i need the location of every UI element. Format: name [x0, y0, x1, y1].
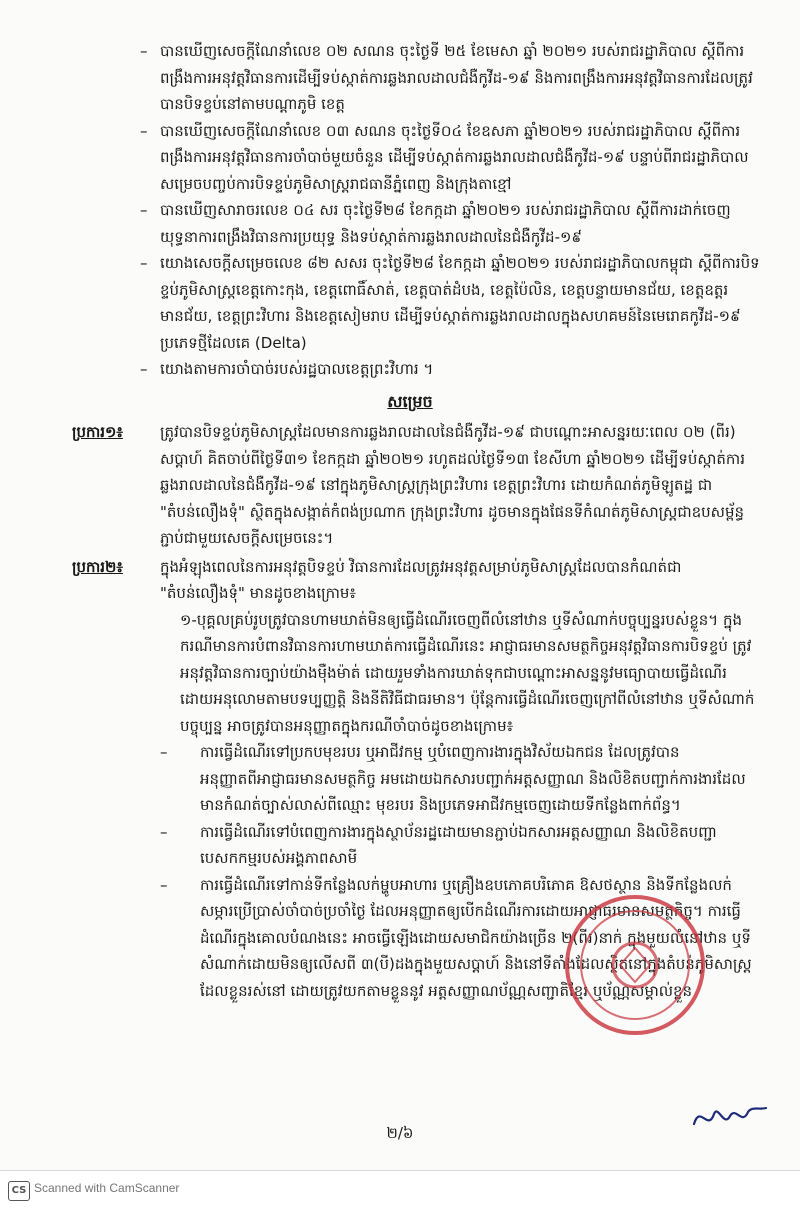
dash-marker: – [160, 875, 168, 894]
preamble-text: យោងសេចក្តីសម្រេចលេខ ៨២ សសរ ចុះថ្ងៃទី២៨ ខែកក្កដា ឆ្នាំ២០២១ របស់រាជរដ្ឋាភិបាលកម្ពុជា ស្តីពីការបិទខ្ទប់ភូមិសាស្ត្រខេត្តកោះកុង, ខេត្តពោធិ៍សាត់, ខេត្តបាត់ដំបង, ខេត្តប៉ៃលិន, ខេត្តបន្ទាយមានជ័យ, ខេត្តឧត្តរមានជ័យ, ខេត្តព្រះវិហារ និងខេត្តសៀមរាប ដើម្បីទប់ស្កាត់ការឆ្លងរាលដាលក្នុងសហគមន៍នៃមេរោគកូវីដ-១៩ ប្រភេទថ្មីដែលគេ (Delta) [160, 254, 760, 352]
article-2-dash-item [160, 819, 760, 872]
camscanner-logo: CS [8, 1181, 30, 1201]
dash-marker: – [160, 822, 168, 841]
article-2-intro: ក្នុងអំឡុងពេលនៃការអនុវត្តបិទខ្ទប់ វិធានការដែលត្រូវអនុវត្តសម្រាប់ភូមិសាស្ត្រដែលបានកំណត់ជា "តំបន់លឿងទុំ" មានដូចខាងក្រោម៖ [160, 557, 682, 602]
dash-marker: – [160, 743, 168, 761]
preamble-item [60, 250, 760, 356]
scanner-footer [0, 1170, 800, 1207]
preamble-text: បានឃើញសេចក្តីណែនាំលេខ ០៣ សណន ចុះថ្ងៃទី០៤ ខែឧសភា ឆ្នាំ២០២១ របស់រាជរដ្ឋាភិបាល ស្តីពីការពង្រឹងការអនុវត្តវិធានការចាំបាច់មួយចំនួន ដើម្បីទប់ស្កាត់ការឆ្លងរាលដាលជំងឺកូវីដ-១៩ បន្ទាប់ពីរាជរដ្ឋាភិបាលសម្រេចបញ្ចប់ការបិទខ្ទប់ភូមិសាស្ត្ររាជធានីភ្នំពេញ និងក្រុងតាខ្មៅ [160, 121, 749, 193]
page-number: ២/៦ [386, 1124, 414, 1142]
dash-marker: – [140, 360, 148, 378]
preamble-text: យោងតាមការចាំបាច់របស់រដ្ឋបាលខេត្តព្រះវិហារ ។ [160, 360, 434, 378]
scanner-watermark-text: Scanned with CamScanner [34, 1181, 180, 1195]
preamble-list [60, 38, 760, 383]
preamble-item [60, 38, 760, 118]
dash-item-text: ការធ្វើដំណើរទៅបំពេញការងារក្នុងស្ថាប័នរដ្ឋដោយមានភ្ជាប់ឯកសារអត្តសញ្ញាណ និងលិខិតបញ្ជាបេសកកម្មរបស់អង្គភាពសាមី [200, 822, 717, 867]
article-1 [60, 419, 760, 552]
article-1-text: ត្រូវបានបិទខ្ទប់ភូមិសាស្ត្រដែលមានការឆ្លងរាលដាលនៃជំងឺកូវីដ-១៩ ជាបណ្តោះអាសន្នរយៈពេល ០២ (ពីរ) សប្តាហ៍ គិតចាប់ពីថ្ងៃទី៣១ ខែកក្កដា ឆ្នាំ២០២១ រហូតដល់ថ្ងៃទី១៣ ខែសីហា ឆ្នាំ២០២១ ដើម្បីទប់ស្កាត់ការឆ្លងរាលដាលនៃជំងឺកូវីដ-១៩ នៅក្នុងភូមិសាស្ត្រក្រុងព្រះវិហារ ខេត្តព្រះវិហារ ដោយកំណត់ភូមិឡូតដ្ឋ ជា "តំបន់លឿងទុំ" ស្ថិតក្នុងសង្កាត់កំពង់ប្រណាក ក្រុងព្រះវិហារ ដូចមានក្នុងផែនទីកំណត់ភូមិសាស្ត្រជាឧបសម្ព័ន្ធភ្ជាប់ជាមួយសេចក្តីសម្រេចនេះ។ [160, 423, 745, 547]
preamble-item [60, 197, 760, 250]
dash-marker: – [140, 254, 148, 272]
dash-item-text: ការធ្វើដំណើរទៅប្រកបមុខរបរ ឬអាជីវកម្ម ឬបំពេញការងារក្នុងវិស័យឯកជន ដែលត្រូវបានអនុញ្ញាតពីអាជ្ញាធរមានសមត្ថកិច្ច អមដោយឯកសារបញ្ជាក់អត្តសញ្ញាណ និងលិខិតបញ្ជាក់ការងារដែលមានកំណត់ច្បាស់លាស់ពីឈ្មោះ មុខរបរ និងប្រភេទអាជីវកម្មចេញដោយទីកន្លែងពាក់ព័ន្ធ។ [200, 743, 746, 814]
dash-marker: – [140, 201, 148, 219]
article-2-heading: ប្រការ២៖ [72, 557, 123, 576]
official-stamp [560, 890, 710, 1040]
dash-marker: – [140, 121, 148, 140]
article-2-point-1: ១-បុគ្គលគ្រប់រូបត្រូវបានហាមឃាត់មិនឲ្យធ្វើដំណើរចេញពីលំនៅឋាន ឬទីសំណាក់បច្ចុប្បន្នរបស់ខ្លួន។ ក្នុងករណីមានការបំពានវិធានការហាមឃាត់ការធ្វើដំណើរនេះ អាជ្ញាធរមានសមត្ថកិច្ចអនុវត្តវិធានការបិទខ្ទប់ ត្រូវអនុវត្តវិធានការច្បាប់យ៉ាងម៉ឺងម៉ាត់ ដោយរួមទាំងការឃាត់ទុកជាបណ្តោះអាសន្ននូវមធ្យោបាយធ្វើដំណើរដោយអនុលោមតាមបទប្បញ្ញត្តិ និងនីតិវិធីជាធរមាន។ ប៉ុន្តែការធ្វើដំណើរចេញក្រៅពីលំនៅឋាន ឬទីសំណាក់បច្ចុប្បន្ន អាចត្រូវបានអនុញ្ញាតក្នុងករណីចាំបាច់ដូចខាងក្រោម៖ [180, 610, 755, 735]
article-1-heading: ប្រការ១៖ [72, 423, 123, 441]
preamble-item [60, 356, 760, 383]
decision-title: សម្រេច [387, 391, 433, 411]
dash-marker: – [140, 42, 148, 60]
preamble-text: បានឃើញសេចក្តីណែនាំលេខ ០២ សណន ចុះថ្ងៃទី ២៥ ខែមេសា ឆ្នាំ ២០២១ របស់រាជរដ្ឋាភិបាល ស្តីពីការពង្រឹងការអនុវត្តវិធានការដើម្បីទប់ស្កាត់ការឆ្លងរាលដាលជំងឺកូវីដ-១៩ និងការពង្រឹងការអនុវត្តវិធានការដែលត្រូវបានបិទខ្ទប់នៅតាមបណ្តាភូមិ ខេត្ត [160, 42, 753, 113]
preamble-item [60, 118, 760, 198]
article-2-dash-item [160, 739, 760, 819]
document-body [60, 38, 760, 1006]
preamble-text: បានឃើញសារាចរលេខ ០៤ សរ ចុះថ្ងៃទី២៨ ខែកក្កដា ឆ្នាំ២០២១ របស់រាជរដ្ឋាភិបាល ស្តីពីការដាក់ចេញយុទ្ធនាការពង្រឹងវិធានការប្រយុទ្ធ និងទប់ស្កាត់ការឆ្លងរាលដាលនៃជំងឺកូវីដ-១៩ [160, 201, 731, 246]
dash-item-text: ការធ្វើដំណើរទៅកាន់ទីកន្លែងលក់ម្ហូបអាហារ ឬគ្រឿងឧបភោគបរិភោគ ឱសថស្ថាន និងទីកន្លែងលក់សម្ភារប្រើប្រាស់ចាំបាច់ប្រចាំថ្ងៃ ដែលអនុញ្ញាតឲ្យបើកដំណើរការដោយអាជ្ញាធរមានសមត្ថកិច្ច។ ការធ្វើដំណើរក្នុងគោលបំណងនេះ អាចធ្វើឡើងដោយសមាជិកយ៉ាងច្រើន ២(ពីរ)នាក់ ក្នុងមួយលំនៅឋាន ឬទីសំណាក់ដោយមិនឲ្យលើសពី ៣(បី)ដងក្នុងមួយសប្តាហ៍ និងនៅទីតាំងដែលស្ថិតនៅក្នុងតំបន់ភូមិសាស្ត្រដែលខ្លួនរស់នៅ ដោយត្រូវយកតាមខ្លួននូវ អត្តសញ្ញាណប័ណ្ណសញ្ជាតិខ្មែរ ឬប័ណ្ណសម្គាល់ខ្លួន [200, 875, 752, 1000]
